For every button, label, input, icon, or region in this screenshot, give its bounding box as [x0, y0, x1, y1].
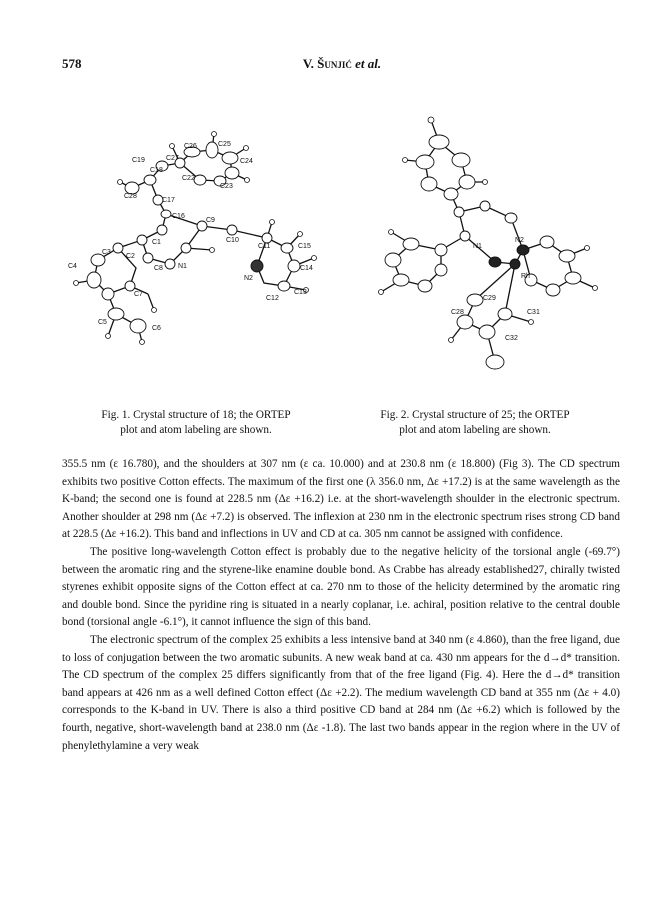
atom-label: C6: [152, 325, 161, 332]
atom-label: C23: [220, 183, 233, 190]
paragraph: The positive long-wavelength Cotton effect is probably due to the negative helicity of the torsional angle (-69.7°) between the aromatic ring and the styrene-like enamine double bond. As Crabbe has already established27, chirally twisted styrenes exhibit opposite signs of the Cotton effect at ca. 270 nm to those of the helicity determined by the aromatic ring and double bond. Since the pyridine ring is situated in a nearly coplanar, i.e. achiral, position relative to the central double bond (torsional angle -6.1°), it cannot influence the sign of this band.: [62, 545, 620, 629]
figure-1-drawing: [62, 118, 352, 398]
body-text: [62, 456, 620, 755]
paragraph: 355.5 nm (ε 16.780), and the shoulders at 307 nm (ε ca. 10.000) and at 230.8 nm (ε 18.800) (Fig 3). The CD spectrum exhibits two positive Cotton effects. The maximum of the first one (λ 356.0 nm, Δε +17.2) is at the same wavelength as the K-band; the second one is found at 228.5 nm (Δε +16.2) i.e. at the short-wavelength shoulder in the electronic spectrum. Another shoulder at 298 nm (Δε +7.2) is observed. The inflexion at 230 nm in the electronic spectrum rises strong CD band at 228.5 (Δε +16.2). This band and inflections in UV and CD at ca. 305 nm cannot be assigned with confidence.: [62, 458, 620, 541]
atom-label: C19: [132, 157, 145, 164]
atom-label: C11: [258, 243, 271, 250]
figure-2-caption: [340, 408, 610, 438]
atom-label: C25: [218, 141, 231, 148]
atom-label: C2: [126, 253, 135, 260]
atom-label: C32: [505, 335, 518, 342]
atom-label: C27: [166, 155, 179, 162]
running-head: [62, 56, 622, 72]
figure-1-ortep: [62, 118, 352, 398]
caption-line: Fig. 1. Crystal structure of 18; the ORTEP: [101, 409, 291, 421]
atom-label: C4: [68, 263, 77, 270]
atom-label: C31: [527, 309, 540, 316]
atom-label: C12: [266, 295, 279, 302]
atom-label: C13: [294, 289, 307, 296]
atom-label: Rh: [521, 273, 530, 280]
atom-label: C28: [451, 309, 464, 316]
atom-label: C29: [483, 295, 496, 302]
caption-line: plot and atom labeling are shown.: [120, 424, 272, 436]
atom-label: C22: [182, 175, 195, 182]
atom-label: N1: [178, 263, 187, 270]
atom-label: C15: [298, 243, 311, 250]
atom-label: C3: [102, 249, 111, 256]
figure-2-ortep: [355, 100, 625, 400]
running-head-etal: et al.: [355, 56, 382, 71]
atom-label: C1: [152, 239, 161, 246]
atom-label: C17: [162, 197, 175, 204]
atom-label: C14: [300, 265, 313, 272]
caption-line: Fig. 2. Crystal structure of 25; the ORTEP: [380, 409, 570, 421]
atom-label: C28: [124, 193, 137, 200]
page-number: 578: [62, 56, 82, 71]
atom-label: C5: [98, 319, 107, 326]
atom-label: C7: [134, 291, 143, 298]
atom-label: C10: [226, 237, 239, 244]
atom-label: C9: [206, 217, 215, 224]
paragraph: The electronic spectrum of the complex 25 exhibits a less intensive band at 340 nm (ε 4.860), than the free ligand, due to loss of conjugation between the two aromatic subunits. A new weak band at ca. 430 nm appears for the d→d* transition. The CD spectrum of the complex 25 differs significantly from that of the free ligand (Fig. 4). Here the d→d* transition band appears at 426 nm as a well defined Cotton effect (Δε +2.2). The medium wavelength CD band at 355 nm (Δε + 4.0) corresponds to the K-band in UV. There is also a third positive CD band at 284 nm (Δε +6.2) which is followed by the fourth, negative, short-wavelength band at 238.0 nm (Δε -1.8). The last two bands appear in the region where in the UV of phenylethylamine a very weak: [62, 633, 620, 752]
figure-1-caption: [62, 408, 330, 438]
atom-label: N1: [473, 243, 482, 250]
atom-label: N2: [515, 237, 524, 244]
figure-2-drawing: [355, 100, 625, 400]
atom-label: C26: [184, 143, 197, 150]
atom-label: C18: [150, 167, 163, 174]
page-header: [62, 56, 622, 76]
caption-line: plot and atom labeling are shown.: [399, 424, 551, 436]
atom-label: C24: [240, 158, 253, 165]
atom-label: C8: [154, 265, 163, 272]
running-head-author: V. Šunjić: [302, 56, 352, 71]
atom-label: C16: [172, 213, 185, 220]
atom-label: N2: [244, 275, 253, 282]
